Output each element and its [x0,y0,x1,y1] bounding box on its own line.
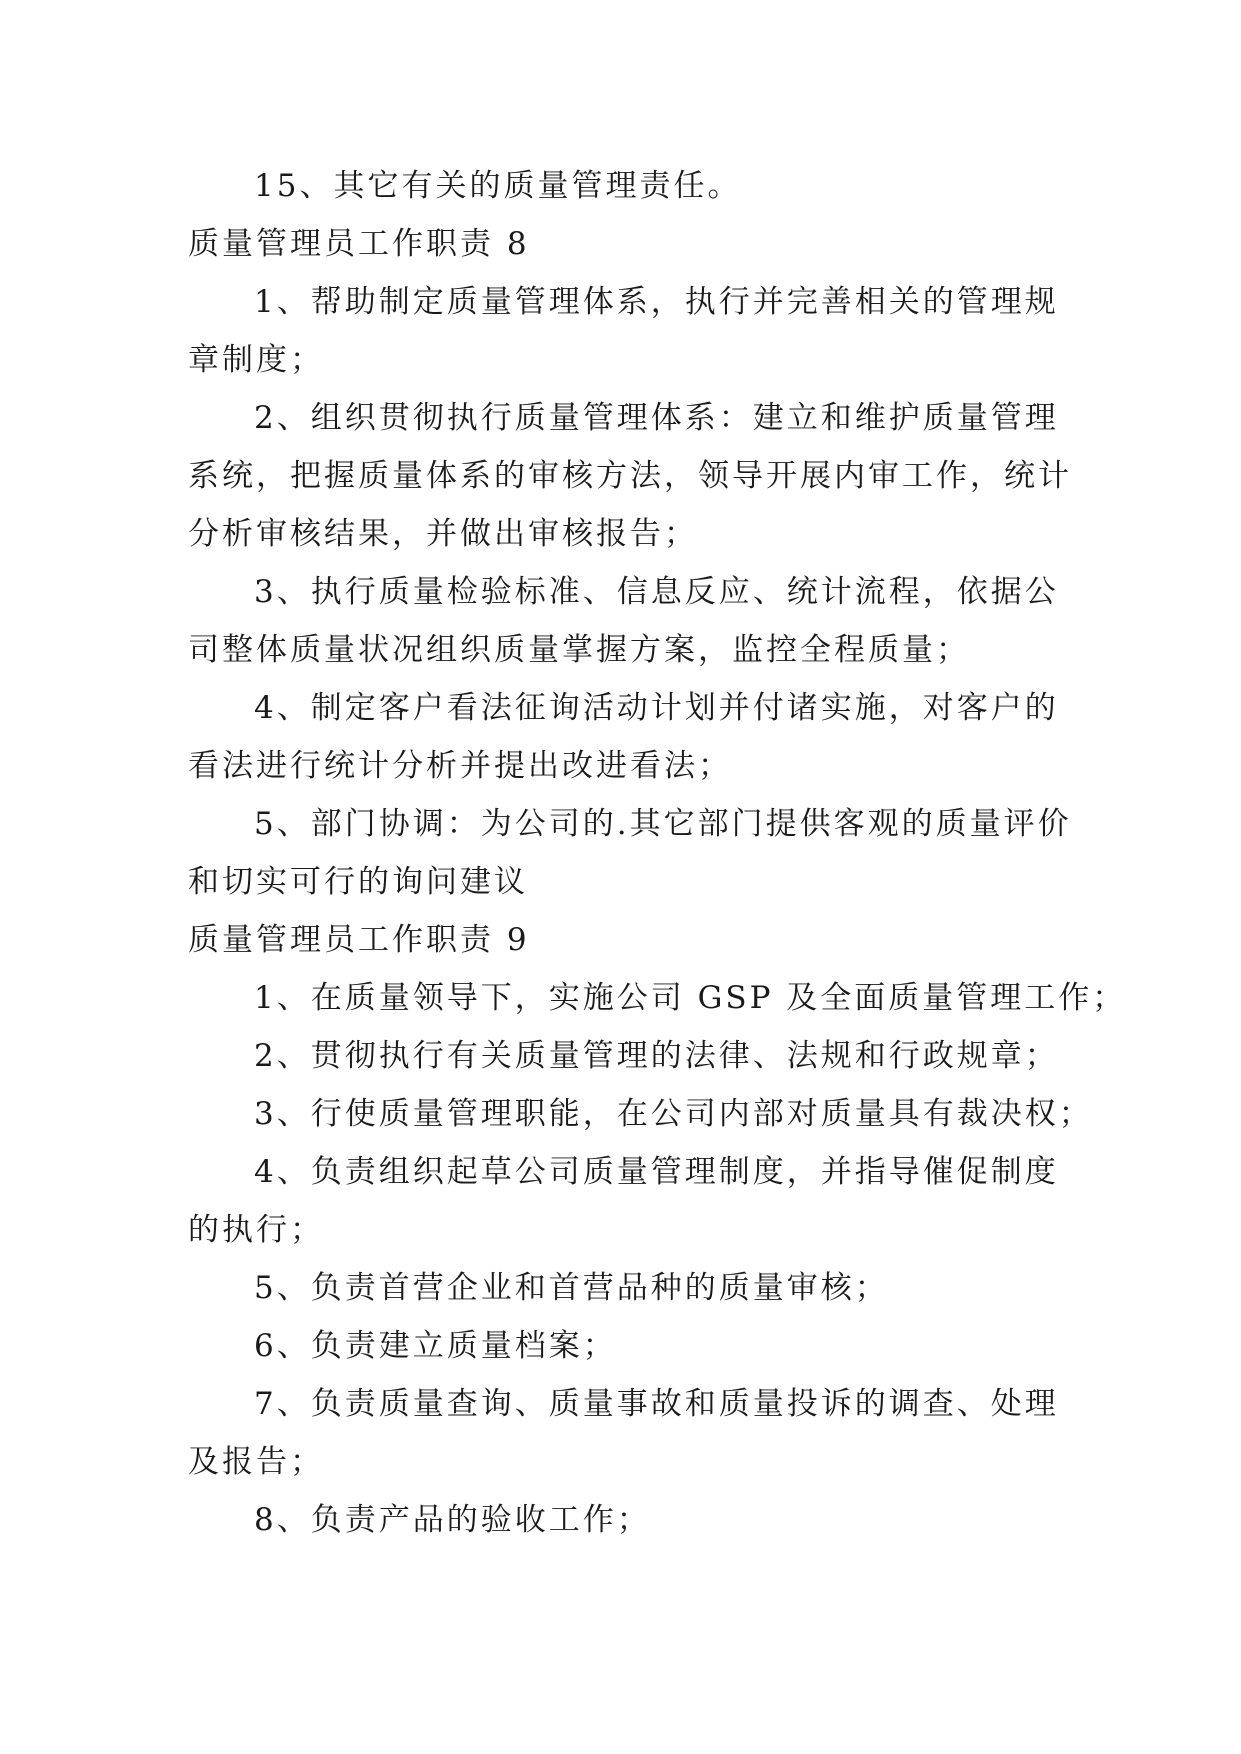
list-item-line: 1、在质量领导下，实施公司 GSP 及全面质量管理工作； [254,980,1127,1016]
list-item-line: 5、部门协调：为公司的.其它部门提供客观的质量评价 [254,806,1072,842]
list-item-line: 和切实可行的询问建议 [188,864,528,900]
list-item-line: 2、贯彻执行有关质量管理的法律、法规和行政规章； [254,1038,1059,1074]
list-item-line: 6、负责建立质量档案； [254,1328,617,1364]
list-item-line: 系统，把握质量体系的审核方法，领导开展内审工作，统计 [188,458,1072,494]
list-item-line: 及报告； [188,1444,324,1480]
list-item-line: 4、负责组织起草公司质量管理制度，并指导催促制度 [254,1154,1059,1190]
list-item-line: 2、组织贯彻执行质量管理体系：建立和维护质量管理 [254,400,1059,436]
list-item-line: 7、负责质量查询、质量事故和质量投诉的调查、处理 [254,1386,1059,1422]
list-item-line: 8、负责产品的验收工作； [254,1502,651,1538]
list-item-line: 分析审核结果，并做出审核报告； [188,516,698,552]
list-item-line: 司整体质量状况组织质量掌握方案，监控全程质量； [188,632,970,668]
list-item-line: 章制度； [188,342,324,378]
list-item-line: 5、负责首营企业和首营品种的质量审核； [254,1270,889,1306]
section-heading: 质量管理员工作职责 8 [188,226,530,262]
list-item-line: 1、帮助制定质量管理体系，执行并完善相关的管理规 [254,284,1059,320]
list-item-line: 的执行； [188,1212,324,1248]
list-item-line: 3、行使质量管理职能，在公司内部对质量具有裁决权； [254,1096,1093,1132]
list-item-line: 4、制定客户看法征询活动计划并付诸实施，对客户的 [254,690,1059,726]
list-item-line: 3、执行质量检验标准、信息反应、统计流程，依据公 [254,574,1059,610]
list-item-line: 看法进行统计分析并提出改进看法； [188,748,732,784]
intro-paragraph: 15、其它有关的质量管理责任。 [254,168,742,204]
section-heading: 质量管理员工作职责 9 [188,922,530,958]
